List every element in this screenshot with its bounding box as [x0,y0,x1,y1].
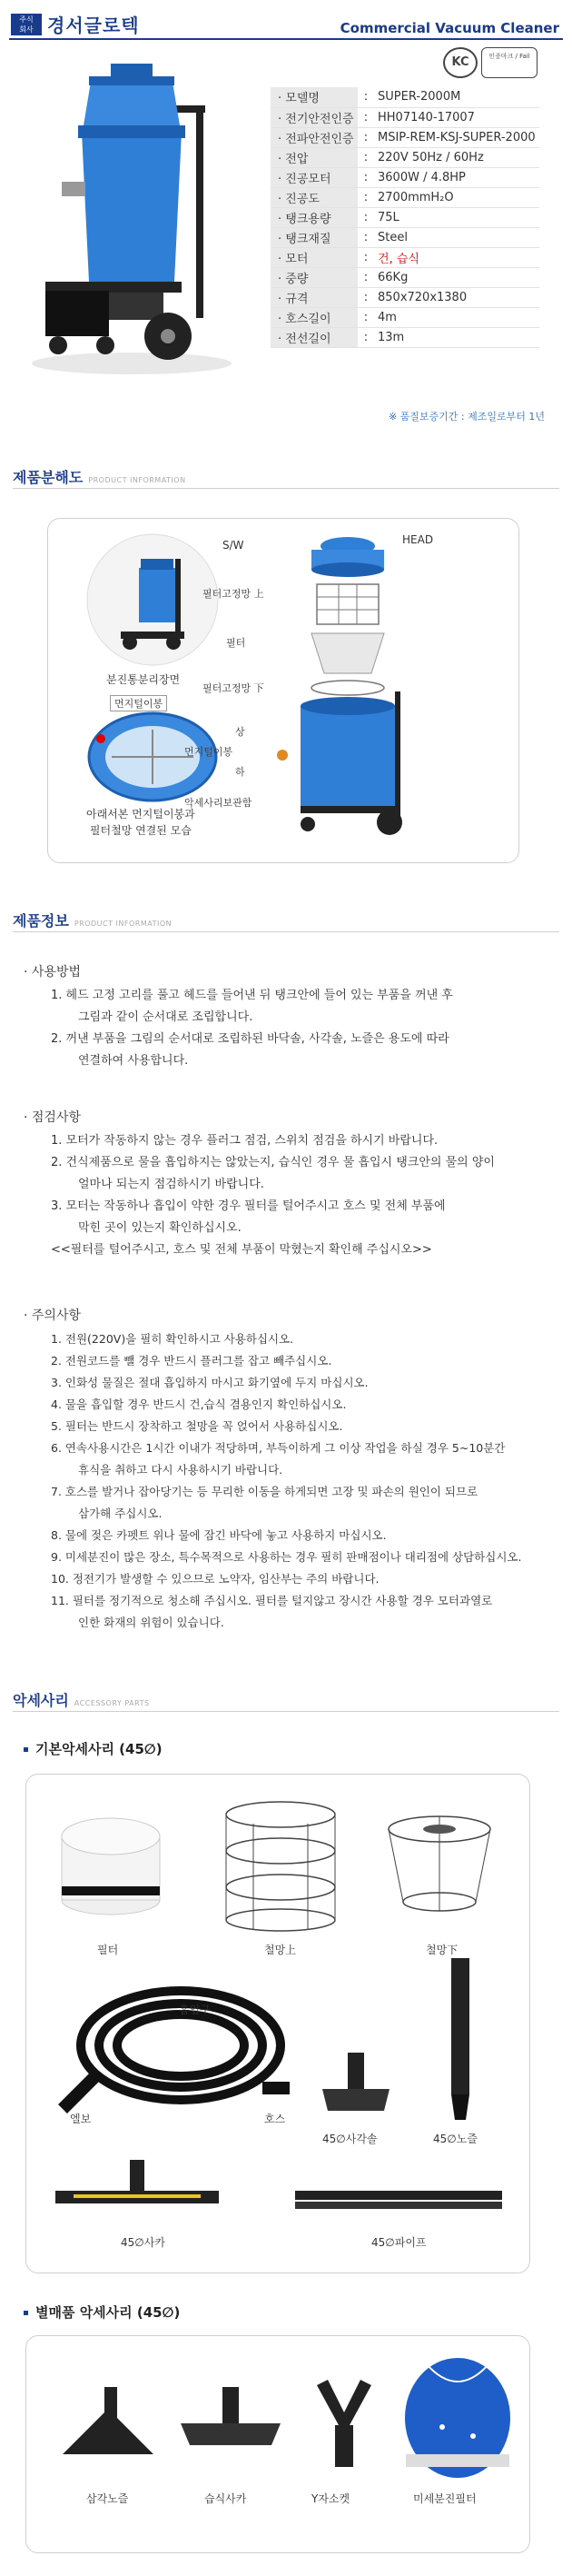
section-subtitle: PRODUCT INFORMATION [74,920,173,928]
caption-inlet: 흡입구 [179,2004,211,2016]
label-dust-lever-2: 먼지털이봉 [184,746,233,758]
spec-value: 3600W / 4.8HP [374,167,539,187]
warranty-note: ※ 품질보증기간 : 제조일로부터 1년 [388,411,545,423]
check-line: 2. 건식제품으로 물을 흡입하지는 않았는지, 습식인 경우 물 흡입시 탱크안의 물의 양이 [51,1156,495,1169]
separation-photo [84,532,221,668]
spec-row [271,207,539,227]
caption-mesh-upper: 철망上 [264,1944,297,1956]
caption-hose: 호스 [264,2113,286,2125]
spec-value: 220V 50Hz / 60Hz [374,147,539,167]
company-name: 경서글로텍 [47,15,140,36]
spec-key: · 전선길이 [271,327,358,347]
section-divider [13,931,559,932]
spec-colon: : [358,247,374,267]
basic-accessory-title: 기본악세사리 (45∅) [24,1739,163,1758]
mesh-lower-image [380,1811,498,1920]
caution-line: 9. 미세분진이 많은 장소, 특수목적으로 사용하는 경우 필히 판매점이나 대리점에 상담하십시오. [51,1550,522,1564]
spec-row [271,107,539,127]
spec-key: · 모터 [271,247,358,267]
section-title: 제품정보 [13,912,69,930]
spec-colon: : [358,307,374,327]
spec-colon: : [358,187,374,207]
squeegee-image [46,2154,228,2227]
label-filter-lower: 필터고정망 下 [202,682,264,694]
section-header-breakdown [13,465,186,487]
section-divider [13,488,559,489]
caption-separation: 분진통분리장면 [106,673,181,686]
caution-line: 11. 필터를 정기적으로 청소해 주십시오. 필터를 털지않고 장시간 사용할 경우 모터과열로 [51,1594,493,1607]
caption-nozzle: 45∅노즐 [433,2133,478,2145]
caption-elbow: 엘보 [70,2113,92,2125]
spec-key: · 전압 [271,147,358,167]
caution-line: 1. 전원(220V)을 필히 확인하시고 사용하십시오. [51,1332,294,1346]
caption-y-socket: Y자소켓 [311,2492,350,2505]
spec-colon: : [358,207,374,227]
caption-mesh-lower: 철망下 [426,1944,459,1956]
exploded-view-diagram [248,528,439,855]
spec-colon: : [358,147,374,167]
nozzle-image [433,1953,488,2125]
spec-key: · 탱크재질 [271,227,358,247]
spec-colon: : [358,107,374,127]
spec-row [271,227,539,247]
page-header [0,0,572,45]
spec-row [271,187,539,207]
spec-colon: : [358,267,374,287]
usage-line: 그림과 같이 순서대로 조립합니다. [78,1010,253,1024]
caution-line: 7. 호스를 발거나 잡아당기는 등 무리한 이동을 하게되면 고장 및 파손의 원인이 되므로 [51,1485,478,1498]
spec-key: · 중량 [271,267,358,287]
caution-line: 삼가해 주십시오. [78,1507,163,1520]
caution-line: 5. 필터는 반드시 장착하고 철망을 꼭 얹어서 사용하십시오. [51,1419,343,1433]
basic-accessory-panel [25,1774,530,2273]
spec-value: HH07140-17007 [374,107,539,127]
spec-row [271,247,539,267]
spec-row [271,327,539,347]
label-dust-lever: 먼지털이봉 [110,695,167,711]
spec-value: SUPER-2000M [374,87,539,107]
caption-triangle-nozzle: 삼각노즐 [86,2492,129,2505]
extra-accessory-panel [25,2335,530,2553]
label-down: 하 [235,766,245,778]
extra-accessory-title: 별매품 악세사리 (45∅) [24,2302,180,2322]
spec-key: · 전기안전인증 [271,107,358,127]
label-head: HEAD [402,533,434,546]
check-block [24,1107,559,1261]
caption-fine-filter: 미세분진필터 [413,2492,477,2505]
check-line: 막힌 곳이 있는지 확인하십시오. [78,1221,242,1235]
spec-key: · 모델명 [271,87,358,107]
spec-row [271,307,539,327]
spec-colon: : [358,327,374,347]
spec-row [271,267,539,287]
spec-value: 2700mmH₂O [374,187,539,207]
y-socket-image [299,2376,390,2476]
caption-pipe: 45∅파이프 [371,2236,427,2249]
section-header-info [13,909,172,930]
caption-filter: 필터 [97,1944,119,1956]
spec-colon: : [358,87,374,107]
spec-row [271,147,539,167]
spec-key: · 탱크용량 [271,207,358,227]
caution-line: 휴식을 취하고 다시 사용하시기 바랍니다. [78,1463,283,1477]
spec-colon: : [358,287,374,307]
caution-block [24,1305,559,1634]
mesh-upper-image [217,1796,344,1933]
hose-image [44,1973,299,2127]
caution-title: · 주의사항 [24,1308,82,1323]
caution-line: 3. 인화성 물질은 절대 흡입하지 마시고 화기옆에 두지 마십시오. [51,1376,369,1389]
caution-line: 4. 물을 흡입할 경우 반드시 건,습식 겸용인지 확인하십시오. [51,1397,347,1411]
caption-square-brush: 45∅사각솔 [322,2133,378,2145]
label-filter-upper: 필터고정망 上 [202,588,264,600]
caption-squeegee: 45∅사카 [121,2236,165,2249]
caption-wet-squeegee: 습식사카 [204,2492,247,2505]
caution-line: 8. 물에 젖은 카펫트 위나 물에 잠긴 바닥에 놓고 사용하지 마십시오. [51,1528,387,1542]
spec-value: 66Kg [374,267,539,287]
product-photo [18,45,245,382]
usage-title: · 사용방법 [24,965,82,980]
fine-filter-image [399,2345,517,2482]
spec-row [271,167,539,187]
spec-table [271,87,539,348]
section-divider [13,1711,559,1712]
section-subtitle: PRODUCT INFORMATION [88,476,186,484]
spec-value: 13m [374,327,539,347]
spec-key: · 진공모터 [271,167,358,187]
usage-line: 1. 헤드 고정 고리를 풀고 헤드를 들어낸 뒤 탱크안에 들어 있는 부품을 꺼낸 후 [51,989,453,1002]
section-header-accessory [13,1688,150,1710]
spec-row [271,287,539,307]
label-sw: S/W [222,539,244,552]
header-divider [9,38,563,40]
caution-line: 10. 정전기가 발생할 수 있으므로 노약자, 임산부는 주의 바랍니다. [51,1572,380,1586]
check-line: 3. 모터는 작동하나 흡입이 약한 경우 필터를 털어주시고 호스 및 전체 부품에 [51,1199,446,1213]
spec-row [271,87,539,107]
spec-row [271,127,539,147]
section-subtitle: ACCESSORY PARTS [74,1699,150,1707]
spec-colon: : [358,167,374,187]
label-up: 상 [235,726,245,738]
check-line: <<필터를 털어주시고, 호스 및 전체 부품이 막혔는지 확인해 주십시오>> [51,1243,432,1257]
section-title: 제품분해도 [13,469,84,486]
spec-value: 건, 습식 [374,247,539,267]
label-accessory-box: 악세사리보관함 [184,797,252,809]
usage-line: 연결하여 사용합니다. [78,1054,189,1068]
certification-badge: 인증마크 / Fail [481,47,537,78]
square-brush-image [315,2047,397,2120]
spec-key: · 진공도 [271,187,358,207]
usage-block [24,961,559,1072]
section-title: 악세사리 [13,1692,69,1709]
triangle-nozzle-image [54,2382,163,2472]
spec-key: · 규격 [271,287,358,307]
spec-value: 850x720x1380 [374,287,539,307]
caution-line: 2. 전원코드를 뺄 경우 반드시 플러그를 잡고 빼주십시오. [51,1354,332,1368]
kc-certification-icon: KC [443,47,478,78]
caution-line: 인한 화재의 위험이 있습니다. [78,1616,224,1629]
page-title: Commercial Vacuum Cleaner [340,20,559,36]
check-line: 얼마나 되는지 점검하시기 바랍니다. [78,1178,264,1191]
caution-line: 6. 연속사용시간은 1시간 이내가 적당하며, 부득이하게 그 이상 작업을 하실 경우 5~10분간 [51,1441,506,1455]
company-logo [11,11,140,37]
spec-value: 4m [374,307,539,327]
check-line: 1. 모터가 작동하지 않는 경우 플러그 점검, 스위치 점검을 하시기 바랍니다. [51,1134,439,1148]
usage-line: 2. 꺼낸 부품을 그림의 순서대로 조립하된 바닥솔, 사각솔, 노즐은 용도에 따라 [51,1032,449,1046]
label-filter: 필터 [226,637,246,649]
wet-squeegee-image [172,2382,290,2472]
spec-value: MSIP-REM-KSJ-SUPER-2000 [374,127,539,147]
check-title: · 점검사항 [24,1110,82,1125]
caption-detail: 아래서본 먼지털이봉과 필터철망 연결된 모습 [86,808,195,837]
breakdown-panel [47,518,519,863]
spec-key: · 호스길이 [271,307,358,327]
filter-image [52,1800,170,1927]
pipe-image [290,2182,508,2218]
spec-key: · 전파안전인증 [271,127,358,147]
spec-colon: : [358,127,374,147]
spec-value: Steel [374,227,539,247]
spec-value: 75L [374,207,539,227]
spec-colon: : [358,227,374,247]
logo-mark: 주식 회사 [11,14,42,35]
